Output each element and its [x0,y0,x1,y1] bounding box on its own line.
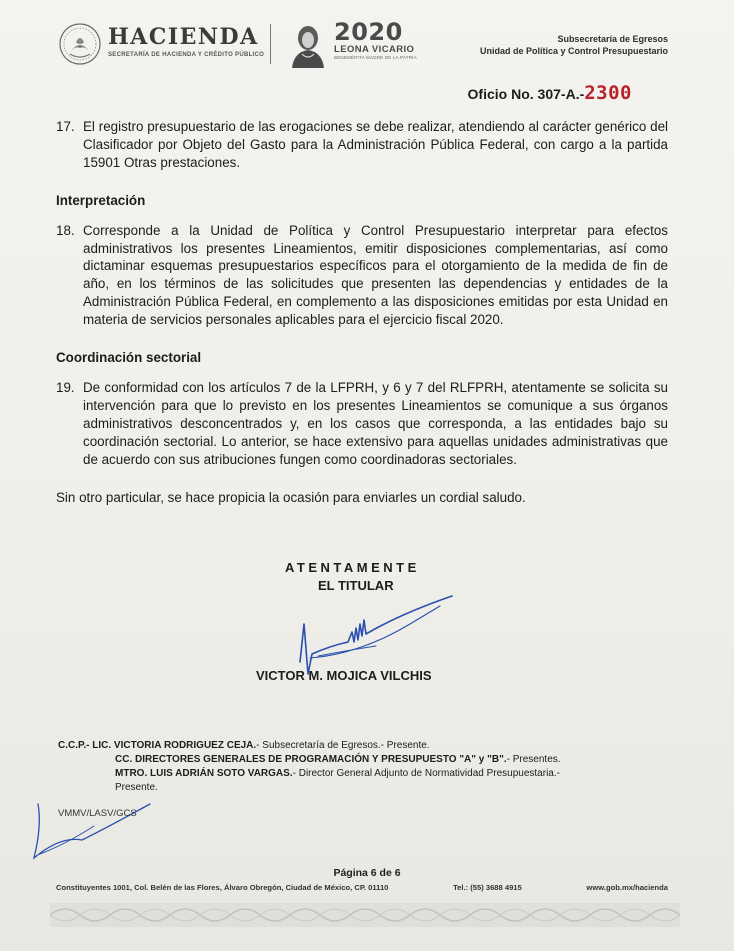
ccp-line-3 [58,767,678,781]
office-heading [480,33,668,57]
brand-subtitle: SECRETARÍA DE HACIENDA Y CRÉDITO PÚBLICO [108,52,265,58]
section-title-coordinacion: Coordinación sectorial [56,350,202,366]
paragraph-text: De conformidad con los artículos 7 de la LFPRH, y 6 y 7 del RLFPRH, atentamente se solicita su intervención para que lo previsto en los presentes Lineamientos se comunique a sus órganos administrativos desconcentrados y, en los casos que corresponda, a las entidades bajo su coordinación sectorial. Lo anterior, se hace extensivo para aquellas unidades administrativas que de acuerdo con sus atribuciones fungen como coordinadoras sectoriales. [83,379,668,467]
initials-scribble-icon [20,796,160,868]
brand-name: HACIENDA [108,24,259,50]
ccp-detail-1: - Subsecretaría de Egresos.- Presente. [256,740,430,751]
ccp-detail-2: - Presentes. [506,754,561,765]
ccp-recipient-1: C.C.P.- LIC. VICTORIA RODRIGUEZ CEJA. [58,740,257,751]
paragraph-number: 19. [56,379,75,395]
paragraph-18 [56,222,668,329]
ccp-recipient-3: MTRO. LUIS ADRIÁN SOTO VARGAS. [115,768,293,779]
office-line-2: Unidad de Política y Control Presupuestario [479,46,668,56]
paragraph-text: Corresponde a la Unidad de Política y Control Presupuestario interpretar para efectos administrativos los presentes Lineamientos, emitir disposiciones complementarias, así como dictaminar esquemas presupuestarios específicos para el otorgamiento de la medida de fin de año, en los términos de las solicitudes que presenten las dependencias y entidades de la Administración Pública Federal, en complemento a las disposiciones emitidas por esta Unidad en materia de servicios personales aplicables para el ejercicio fiscal 2020. [83,222,668,328]
year-name: LEONA VICARIO [334,44,415,55]
ccp-recipient-2: CC. DIRECTORES GENERALES DE PROGRAMACIÓN Y PRESUPUESTO "A" y "B". [115,754,507,765]
closing-line: Sin otro particular, se hace propicia la ocasión para enviarles un cordial saludo. [56,489,526,505]
office-line-1: Subsecretaría de Egresos [557,34,668,44]
document-body [56,118,668,520]
section-title-interpretacion: Interpretación [56,192,146,208]
year-label: 2020 [334,18,403,46]
footer-phone: Tel.: (55) 3688 4915 [453,883,522,892]
year-block [334,20,417,60]
ccp-detail-3: - Director General Adjunto de Normatividad Presupuestaria.- [292,768,560,779]
ccp-line-2 [58,753,678,767]
ccp-line-1 [58,739,678,753]
paragraph-17 [56,118,668,172]
initials-label: VMMV/LASV/GCS [58,808,137,819]
atentamente-label: ATENTAMENTE [285,560,420,575]
header-divider [270,24,271,64]
mexico-coat-of-arms-icon [58,22,102,66]
page-number: Página 6 de 6 [333,867,401,879]
leona-vicario-portrait-icon [286,20,330,68]
ccp-line-4: Presente. [115,782,158,793]
paragraph-19 [56,379,668,469]
paragraph-text: El registro presupuestario de las erogaciones se debe realizar, atendiendo al carácter genérico del Clasificador por Objeto del Gasto para la Administración Pública Federal, con cargo a la partida 15901 Otras prestaciones. [83,119,668,170]
footer-decorative-pattern-icon [50,903,680,927]
footer-bar [56,883,668,892]
paragraph-number: 18. [56,222,75,238]
year-subtitle: BENEMÉRITA MADRE DE LA PATRIA [334,55,417,60]
footer-address: Constituyentes 1001, Col. Belén de las Flores, Álvaro Obregón, Ciudad de México, CP. 01110 [56,883,389,892]
signer-name: VICTOR M. MOJICA VILCHIS [256,668,432,683]
handwritten-signature-icon [290,584,460,680]
paragraph-number: 17. [56,119,75,134]
titular-label: EL TITULAR [318,578,394,593]
oficio-number: 2300 [584,82,632,104]
oficio-reference [468,82,632,104]
brand-block [108,24,264,58]
oficio-label: Oficio No. 307-A.- [467,86,585,102]
footer-website: www.gob.mx/hacienda [586,883,668,892]
ccp-block [58,739,678,795]
